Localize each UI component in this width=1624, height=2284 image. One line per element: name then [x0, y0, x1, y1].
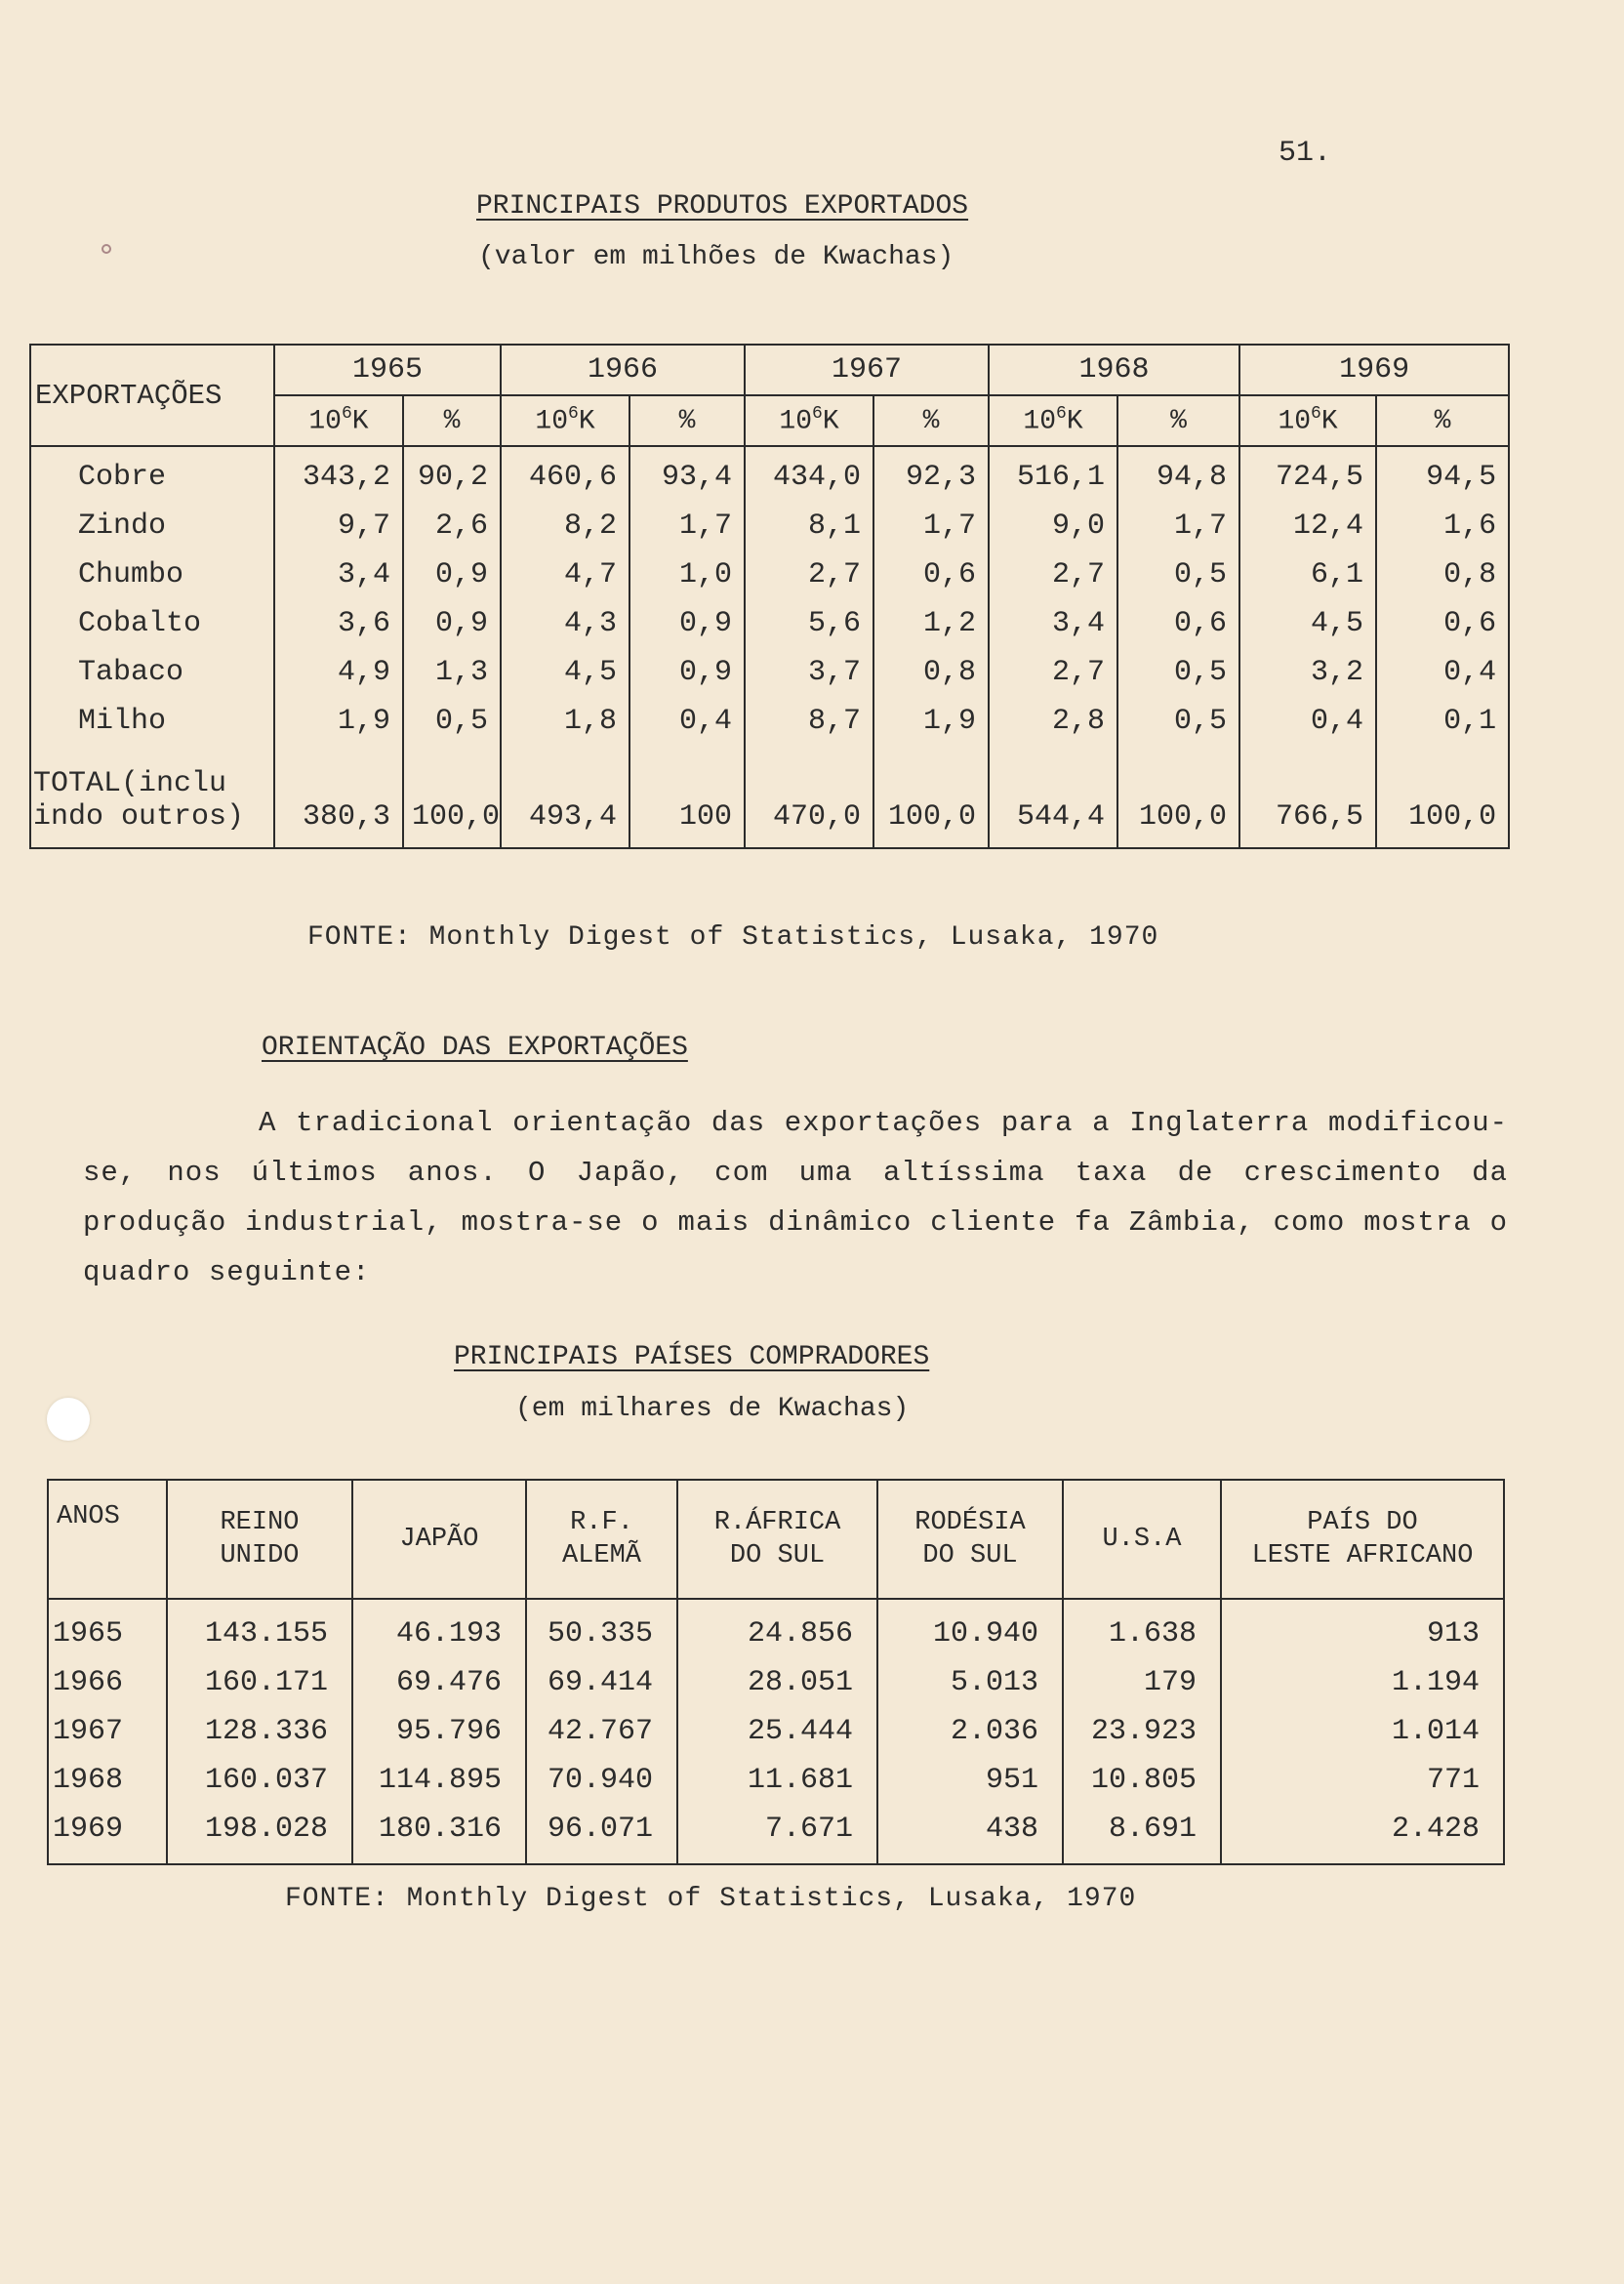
- value-cell: 95.796: [352, 1707, 526, 1756]
- table2-source: FONTE: Monthly Digest of Statistics, Lusaka, 1970: [285, 1884, 1137, 1914]
- value-cell: 4,9: [274, 648, 403, 697]
- value-cell: 4,5: [501, 648, 629, 697]
- value-cell: 2.428: [1221, 1805, 1504, 1864]
- unit-header: $10^6K$: [274, 395, 403, 446]
- year-cell: 1966: [48, 1658, 167, 1707]
- col-anos: ANOS: [48, 1480, 167, 1599]
- value-cell: 0,6: [1376, 599, 1509, 648]
- col-rf-alema: R.F. ALEMÃ: [526, 1480, 677, 1599]
- product-name: Cobre: [30, 446, 274, 502]
- value-cell: 0,6: [1117, 599, 1239, 648]
- exports-table-body: [30, 446, 1509, 848]
- value-cell: 0,6: [873, 551, 989, 599]
- value-cell: 2,8: [989, 697, 1117, 746]
- value-cell: 951: [877, 1756, 1063, 1805]
- value-cell: 94,8: [1117, 446, 1239, 502]
- value-cell: 180.316: [352, 1805, 526, 1864]
- section-heading: ORIENTAÇÃO DAS EXPORTAÇÕES: [262, 1033, 688, 1063]
- exports-table: [29, 344, 1510, 849]
- value-cell: 771: [1221, 1756, 1504, 1805]
- value-cell: 24.856: [677, 1599, 877, 1658]
- year-row: [48, 1756, 1504, 1805]
- value-cell: 1,9: [873, 697, 989, 746]
- product-name: Cobalto: [30, 599, 274, 648]
- value-cell: 2.036: [877, 1707, 1063, 1756]
- value-cell: 114.895: [352, 1756, 526, 1805]
- value-cell: 1.638: [1063, 1599, 1221, 1658]
- value-cell: 69.476: [352, 1658, 526, 1707]
- value-cell: 2,6: [403, 502, 501, 551]
- value-cell: 46.193: [352, 1599, 526, 1658]
- pct-header: %: [1376, 395, 1509, 446]
- value-cell: 0,9: [629, 599, 745, 648]
- value-cell: 160.171: [167, 1658, 352, 1707]
- table1-source: FONTE: Monthly Digest of Statistics, Lusaka, 1970: [307, 922, 1159, 953]
- value-cell: 50.335: [526, 1599, 677, 1658]
- value-cell: 0,8: [1376, 551, 1509, 599]
- value-cell: 913: [1221, 1599, 1504, 1658]
- value-cell: 0,1: [1376, 697, 1509, 746]
- value-cell: 2,7: [989, 551, 1117, 599]
- total-cell: 493,4: [501, 746, 629, 848]
- pct-header: %: [1117, 395, 1239, 446]
- total-cell: 100,0: [403, 746, 501, 848]
- col-reino-unido: REINO UNIDO: [167, 1480, 352, 1599]
- total-cell: 100,0: [1117, 746, 1239, 848]
- year-cell: 1965: [48, 1599, 167, 1658]
- paragraph-text: A tradicional orientação das exportações para a Inglaterra modificou-se, nos últimos anos. O Japão, com uma altíssima taxa de crescimento da produção industrial, mostra-se o mais dinâmico cliente fa Zâmbia, como mostra o quadro seguinte:: [83, 1107, 1508, 1288]
- section-paragraph: [83, 1098, 1508, 1297]
- value-cell: 10.805: [1063, 1756, 1221, 1805]
- page-number: 51.: [1279, 137, 1332, 170]
- col-japao: JAPÃO: [352, 1480, 526, 1599]
- year-header: 1967: [745, 345, 989, 395]
- value-cell: 8,7: [745, 697, 873, 746]
- value-cell: 179: [1063, 1658, 1221, 1707]
- value-cell: 438: [877, 1805, 1063, 1864]
- total-cell: 470,0: [745, 746, 873, 848]
- value-cell: 460,6: [501, 446, 629, 502]
- value-cell: 90,2: [403, 446, 501, 502]
- year-header: 1969: [1239, 345, 1509, 395]
- value-cell: 25.444: [677, 1707, 877, 1756]
- value-cell: 1,3: [403, 648, 501, 697]
- value-cell: 5,6: [745, 599, 873, 648]
- col-leste-africano: PAÍS DO LESTE AFRICANO: [1221, 1480, 1504, 1599]
- value-cell: 70.940: [526, 1756, 677, 1805]
- value-cell: 160.037: [167, 1756, 352, 1805]
- value-cell: 1,0: [629, 551, 745, 599]
- total-cell: 380,3: [274, 746, 403, 848]
- total-cell: 544,4: [989, 746, 1117, 848]
- value-cell: 3,7: [745, 648, 873, 697]
- unit-header: $10^6K$: [1239, 395, 1376, 446]
- value-cell: 6,1: [1239, 551, 1376, 599]
- value-cell: 93,4: [629, 446, 745, 502]
- punch-hole: [47, 1398, 90, 1441]
- product-row: [30, 446, 1509, 502]
- value-cell: 143.155: [167, 1599, 352, 1658]
- product-row: [30, 551, 1509, 599]
- value-cell: 0,5: [1117, 697, 1239, 746]
- value-cell: 1,9: [274, 697, 403, 746]
- value-cell: 0,5: [1117, 551, 1239, 599]
- table2-subtitle: (em milhares de Kwachas): [515, 1394, 910, 1424]
- value-cell: 2,7: [989, 648, 1117, 697]
- value-cell: 516,1: [989, 446, 1117, 502]
- value-cell: 0,9: [403, 599, 501, 648]
- value-cell: 0,9: [629, 648, 745, 697]
- value-cell: 5.013: [877, 1658, 1063, 1707]
- value-cell: 1,2: [873, 599, 989, 648]
- table1-title: PRINCIPAIS PRODUTOS EXPORTADOS: [476, 191, 969, 222]
- value-cell: 128.336: [167, 1707, 352, 1756]
- value-cell: 9,7: [274, 502, 403, 551]
- value-cell: 92,3: [873, 446, 989, 502]
- pct-header: %: [403, 395, 501, 446]
- col-africa-sul: R.ÁFRICA DO SUL: [677, 1480, 877, 1599]
- value-cell: 10.940: [877, 1599, 1063, 1658]
- table2-title: PRINCIPAIS PAÍSES COMPRADORES: [454, 1342, 930, 1372]
- unit-header: $10^6K$: [989, 395, 1117, 446]
- value-cell: 1,6: [1376, 502, 1509, 551]
- value-cell: 2,7: [745, 551, 873, 599]
- product-row: [30, 697, 1509, 746]
- value-cell: 23.923: [1063, 1707, 1221, 1756]
- total-label: TOTAL(inclu indo outros): [30, 746, 274, 848]
- product-row: [30, 502, 1509, 551]
- value-cell: 3,4: [274, 551, 403, 599]
- table1-subtitle: (valor em milhões de Kwachas): [478, 242, 954, 272]
- year-row: [48, 1805, 1504, 1864]
- col-usa: U.S.A: [1063, 1480, 1221, 1599]
- product-name: Milho: [30, 697, 274, 746]
- value-cell: 0,5: [403, 697, 501, 746]
- row-header-exportacoes: EXPORTAÇÕES: [30, 345, 274, 446]
- value-cell: 0,4: [1239, 697, 1376, 746]
- value-cell: 1,8: [501, 697, 629, 746]
- year-row: [48, 1658, 1504, 1707]
- value-cell: 1.194: [1221, 1658, 1504, 1707]
- value-cell: 3,2: [1239, 648, 1376, 697]
- value-cell: 343,2: [274, 446, 403, 502]
- value-cell: 0,5: [1117, 648, 1239, 697]
- value-cell: 8.691: [1063, 1805, 1221, 1864]
- value-cell: 12,4: [1239, 502, 1376, 551]
- paper-mark: [102, 244, 111, 254]
- value-cell: 3,4: [989, 599, 1117, 648]
- year-cell: 1969: [48, 1805, 167, 1864]
- year-header: 1966: [501, 345, 745, 395]
- buyers-table: [47, 1479, 1505, 1865]
- value-cell: 0,4: [629, 697, 745, 746]
- value-cell: 11.681: [677, 1756, 877, 1805]
- value-cell: 1,7: [629, 502, 745, 551]
- product-name: Zindo: [30, 502, 274, 551]
- value-cell: 4,5: [1239, 599, 1376, 648]
- value-cell: 724,5: [1239, 446, 1376, 502]
- value-cell: 1,7: [1117, 502, 1239, 551]
- value-cell: 1,7: [873, 502, 989, 551]
- value-cell: 69.414: [526, 1658, 677, 1707]
- buyers-table-body: [48, 1599, 1504, 1864]
- product-row: [30, 648, 1509, 697]
- product-name: Tabaco: [30, 648, 274, 697]
- value-cell: 8,1: [745, 502, 873, 551]
- pct-header: %: [629, 395, 745, 446]
- value-cell: 7.671: [677, 1805, 877, 1864]
- total-cell: 100,0: [873, 746, 989, 848]
- value-cell: 28.051: [677, 1658, 877, 1707]
- value-cell: 42.767: [526, 1707, 677, 1756]
- product-name: Chumbo: [30, 551, 274, 599]
- value-cell: 96.071: [526, 1805, 677, 1864]
- unit-header: $10^6K$: [745, 395, 873, 446]
- total-cell: 100,0: [1376, 746, 1509, 848]
- total-row: [30, 746, 1509, 848]
- year-cell: 1968: [48, 1756, 167, 1805]
- total-cell: 766,5: [1239, 746, 1376, 848]
- value-cell: 198.028: [167, 1805, 352, 1864]
- year-row: [48, 1599, 1504, 1658]
- value-cell: 434,0: [745, 446, 873, 502]
- year-header: 1965: [274, 345, 501, 395]
- year-row: [48, 1707, 1504, 1756]
- value-cell: 3,6: [274, 599, 403, 648]
- value-cell: 4,3: [501, 599, 629, 648]
- value-cell: 9,0: [989, 502, 1117, 551]
- value-cell: 1.014: [1221, 1707, 1504, 1756]
- value-cell: 0,9: [403, 551, 501, 599]
- total-cell: 100: [629, 746, 745, 848]
- value-cell: 0,8: [873, 648, 989, 697]
- value-cell: 94,5: [1376, 446, 1509, 502]
- unit-header: $10^6K$: [501, 395, 629, 446]
- value-cell: 8,2: [501, 502, 629, 551]
- pct-header: %: [873, 395, 989, 446]
- year-cell: 1967: [48, 1707, 167, 1756]
- value-cell: 4,7: [501, 551, 629, 599]
- year-header: 1968: [989, 345, 1239, 395]
- col-rodesia-sul: RODÉSIA DO SUL: [877, 1480, 1063, 1599]
- product-row: [30, 599, 1509, 648]
- value-cell: 0,4: [1376, 648, 1509, 697]
